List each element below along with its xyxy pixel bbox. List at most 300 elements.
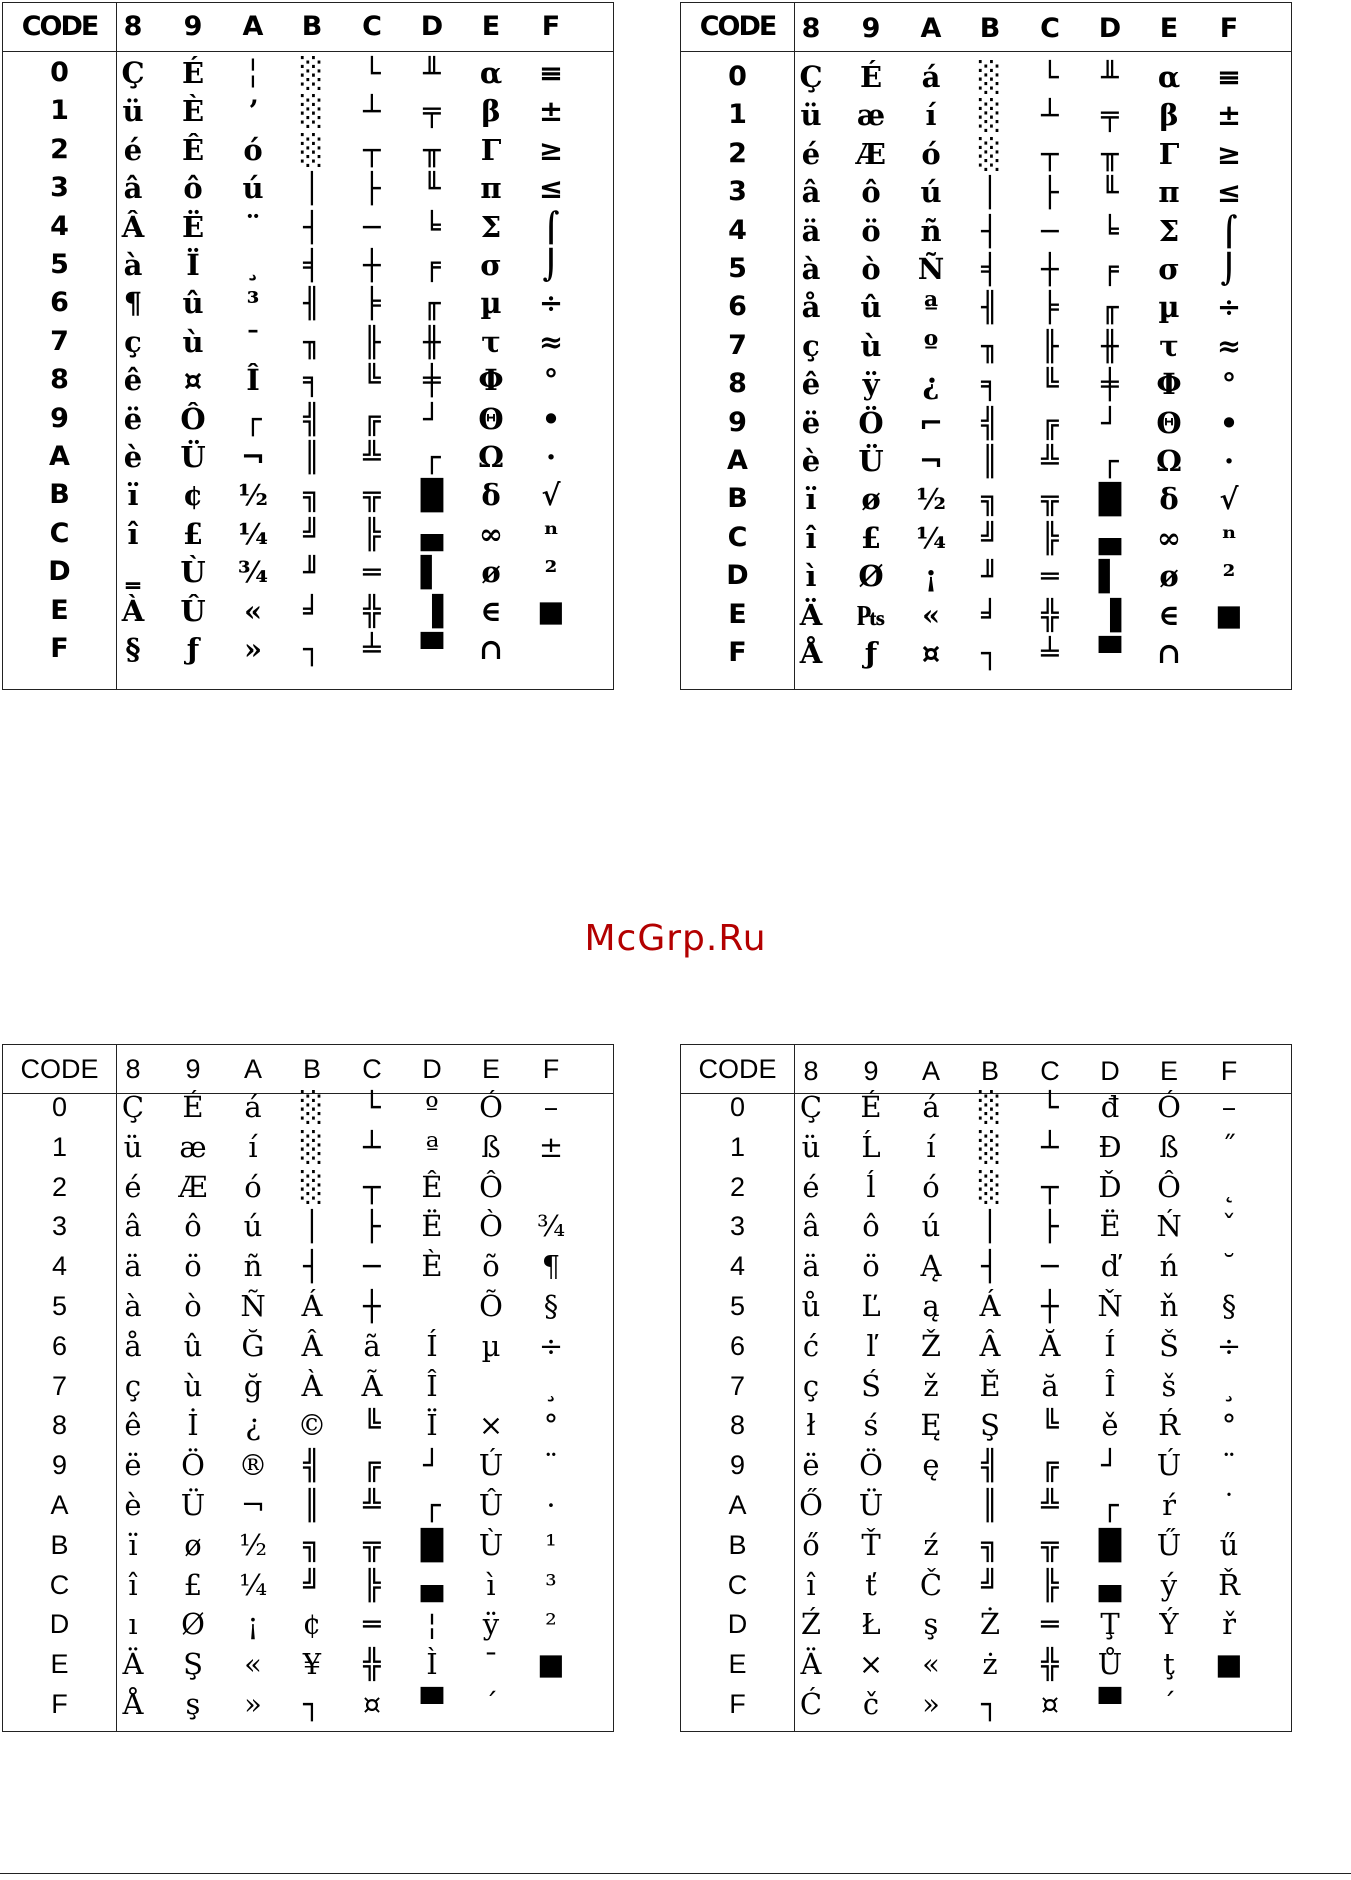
glyph-cell: ¿ <box>922 367 940 402</box>
glyph-cell: ® <box>238 1448 268 1483</box>
glyph-cell: ă <box>1041 1368 1059 1403</box>
glyph-cell: ů <box>801 1289 821 1323</box>
glyph-cell: ţ <box>1163 1647 1175 1682</box>
glyph-cell: ż <box>982 1647 998 1682</box>
glyph-cell: ä <box>124 1249 142 1284</box>
glyph-cell: Ω <box>478 440 504 474</box>
glyph-cell: Ü <box>858 1488 884 1522</box>
glyph-cell: × <box>858 1647 884 1682</box>
glyph-cell: ¾ <box>536 1209 566 1244</box>
glyph-cell: ë <box>801 405 821 440</box>
glyph-cell: ² <box>544 555 558 590</box>
glyph-cell <box>521 630 581 668</box>
row-code: B <box>49 479 70 511</box>
glyph-cell: © <box>297 1408 327 1443</box>
glyph-cell: ¯ <box>245 324 261 359</box>
glyph-cell: ∞ <box>1156 520 1182 555</box>
glyph-cell: ô <box>861 175 881 210</box>
glyph-cell: ╠ <box>363 1567 381 1602</box>
row-code: D <box>48 556 71 588</box>
glyph-cell: ¬ <box>240 440 266 474</box>
row-code: 1 <box>50 95 69 127</box>
glyph-cell: ç <box>802 1368 820 1403</box>
glyph-cell: ø <box>861 482 881 517</box>
glyph-cell: Č <box>919 1567 943 1602</box>
glyph-cell: á <box>922 1090 940 1124</box>
glyph-cell: ╪ <box>1101 367 1119 402</box>
glyph-cell: ╥ <box>423 132 441 167</box>
glyph-cell: ╟ <box>1041 328 1059 363</box>
glyph-cell: Ž <box>920 1328 942 1363</box>
glyph-cell: ê <box>801 367 821 402</box>
glyph-cell: Ż <box>979 1607 1001 1642</box>
glyph-cell: ü <box>122 94 144 129</box>
row-code: 9 <box>728 406 747 438</box>
row-code: F <box>728 637 747 668</box>
row-code: C <box>49 1569 70 1600</box>
glyph-cell: ¿ <box>245 1408 261 1443</box>
glyph-cell: ď <box>1100 1249 1120 1284</box>
glyph-cell: ² <box>1222 559 1236 594</box>
glyph-cell: § <box>125 632 141 666</box>
glyph-cell: Ω <box>1156 444 1182 478</box>
glyph-cell: ╎ <box>244 56 262 90</box>
glyph-cell: ■ <box>1215 597 1243 632</box>
glyph-cell: ─ <box>1041 1249 1059 1284</box>
glyph-cell: Γ <box>480 132 502 167</box>
row-code: E <box>728 598 747 630</box>
glyph-cell: ‗ <box>125 555 141 590</box>
glyph-cell: ¬ <box>240 1488 266 1522</box>
glyph-cell: Æ <box>856 136 886 171</box>
column-header: 9 <box>861 13 881 44</box>
glyph-cell: ╦ <box>1041 1527 1059 1562</box>
glyph-cell: é <box>124 1169 142 1204</box>
glyph-cell: └ <box>363 56 381 90</box>
glyph-cell: ´ <box>483 1687 499 1721</box>
glyph-cell: ¸ <box>1221 1368 1237 1403</box>
glyph-cell: è <box>124 1488 142 1522</box>
glyph-cell: ▌ <box>1098 559 1122 594</box>
glyph-cell: ľ <box>866 1328 876 1363</box>
glyph-cell: Ë <box>1099 1209 1121 1244</box>
glyph-cell <box>1199 1685 1259 1723</box>
column-header: 8 <box>125 1054 141 1084</box>
glyph-cell: ╬ <box>363 593 381 628</box>
glyph-cell: ˙ <box>1221 1488 1237 1522</box>
glyph-cell: æ <box>179 1129 207 1164</box>
glyph-cell: ě <box>1101 1408 1119 1443</box>
glyph-cell: º <box>425 1090 439 1124</box>
glyph-cell: Θ <box>478 401 504 436</box>
row-code: 6 <box>728 291 747 323</box>
glyph-cell: ╡ <box>303 248 321 282</box>
glyph-cell: ├ <box>1041 175 1059 210</box>
glyph-cell: ¼ <box>238 1567 268 1602</box>
row-code: D <box>726 560 749 592</box>
glyph-cell: Ő <box>799 1488 823 1522</box>
glyph-cell: ô <box>184 1209 202 1244</box>
glyph-cell: ░ <box>978 98 1002 133</box>
glyph-cell: ö <box>184 1249 202 1284</box>
column-header: D <box>1100 1056 1120 1086</box>
glyph-cell: Ň <box>1097 1289 1123 1323</box>
glyph-cell: σ <box>1158 252 1180 286</box>
glyph-cell: └ <box>1041 1090 1059 1124</box>
glyph-cell: │ <box>981 175 999 210</box>
glyph-cell: ó <box>921 136 941 171</box>
glyph-cell: ╝ <box>303 1567 321 1602</box>
glyph-cell: ² <box>545 1607 557 1642</box>
glyph-cell: ¶ <box>123 286 143 321</box>
column-header: B <box>301 11 323 42</box>
glyph-cell: ° <box>543 1408 559 1443</box>
glyph-cell: ş <box>923 1607 939 1642</box>
glyph-cell: ň <box>1159 1289 1179 1323</box>
glyph-cell: Ê <box>421 1169 443 1204</box>
glyph-cell: · <box>546 1488 556 1522</box>
glyph-cell: ▀ <box>1098 1687 1122 1721</box>
glyph-cell: ʼ <box>247 94 259 129</box>
row-code: 9 <box>50 402 69 434</box>
glyph-cell: ╩ <box>363 1488 381 1522</box>
watermark-text: McGrp.Ru <box>584 918 767 959</box>
glyph-cell: » <box>243 632 263 666</box>
column-header: B <box>980 1056 999 1086</box>
table-header-row <box>681 3 1291 52</box>
glyph-cell: ś <box>863 1408 879 1443</box>
glyph-cell: ° <box>1221 1408 1237 1443</box>
glyph-cell: ø <box>184 1527 202 1562</box>
column-header: C <box>1040 1056 1060 1086</box>
row-code: 4 <box>728 214 747 246</box>
glyph-cell: · <box>545 440 557 474</box>
glyph-cell: è <box>123 440 143 474</box>
glyph-cell: ├ <box>1041 1209 1059 1244</box>
glyph-cell: ╗ <box>981 1527 999 1562</box>
glyph-cell: Ď <box>1098 1169 1122 1204</box>
glyph-cell: – <box>543 1090 559 1124</box>
glyph-cell: ╦ <box>363 478 381 513</box>
row-code: 3 <box>728 176 747 208</box>
glyph-cell: ± <box>1216 98 1242 133</box>
glyph-cell: ╢ <box>981 290 999 325</box>
glyph-cell: ╒ <box>423 248 441 282</box>
row-code: B <box>50 1529 69 1560</box>
glyph-cell: Ê <box>181 132 205 167</box>
row-code: 2 <box>50 133 69 165</box>
row-code: A <box>727 445 748 476</box>
glyph-cell: ë <box>123 401 143 436</box>
glyph-cell: Å <box>799 636 823 670</box>
glyph-cell: ╙ <box>1101 175 1119 210</box>
glyph-cell: č <box>862 1687 880 1721</box>
row-code: A <box>49 441 70 472</box>
glyph-cell: ˇ <box>1221 1209 1237 1244</box>
glyph-cell: Ä <box>122 1647 144 1682</box>
glyph-cell: Ţ <box>1100 1607 1120 1642</box>
column-header: A <box>243 1054 262 1084</box>
row-code: 0 <box>729 1092 746 1122</box>
code-column-header: CODE <box>21 11 98 42</box>
glyph-cell: Ş <box>183 1647 203 1682</box>
glyph-cell: π <box>480 171 502 206</box>
glyph-cell: ó <box>244 1169 262 1204</box>
column-header: A <box>920 13 942 44</box>
glyph-cell: ö <box>862 1249 880 1284</box>
glyph-cell: ³ <box>246 286 260 321</box>
glyph-cell: Ø <box>858 559 884 594</box>
glyph-cell: ˝ <box>1221 1129 1237 1164</box>
glyph-cell: ╔ <box>363 401 381 436</box>
code-page-table-2 <box>680 2 1292 690</box>
glyph-cell: ï <box>128 1527 138 1562</box>
glyph-cell: ░ <box>978 1090 1002 1124</box>
glyph-cell: È <box>181 94 205 129</box>
glyph-cell: ¸ <box>543 1368 559 1403</box>
glyph-cell: î <box>805 520 817 555</box>
glyph-cell: Ï <box>186 248 200 282</box>
glyph-cell: ░ <box>300 1169 324 1204</box>
glyph-cell: Î <box>426 1368 438 1403</box>
glyph-cell: ┼ <box>363 248 381 282</box>
glyph-cell: ë <box>124 1448 142 1483</box>
glyph-cell: ó <box>922 1169 940 1204</box>
glyph-cell: ú <box>921 1209 941 1244</box>
glyph-cell: ╣ <box>981 1448 999 1483</box>
code-page-table-3 <box>2 1044 614 1732</box>
glyph-cell: ÷ <box>538 286 564 321</box>
row-code: 4 <box>51 1251 68 1282</box>
glyph-cell: ┤ <box>981 1249 999 1284</box>
glyph-cell: ÿ <box>482 1607 500 1642</box>
glyph-cell: √ <box>1219 482 1239 517</box>
row-code: 1 <box>729 1131 746 1162</box>
glyph-cell: ¤ <box>183 363 203 398</box>
glyph-cell: ø <box>481 555 501 590</box>
row-code: D <box>49 1609 70 1640</box>
glyph-cell: ╥ <box>1101 136 1119 171</box>
glyph-cell: Î <box>1104 1368 1116 1403</box>
glyph-cell: ô <box>183 171 203 206</box>
glyph-cell: ¢ <box>302 1607 322 1642</box>
glyph-cell: ▀ <box>1098 636 1122 670</box>
glyph-cell: § <box>543 1289 559 1323</box>
glyph-cell: ₧ <box>856 597 886 632</box>
glyph-cell: ć <box>802 1328 820 1363</box>
glyph-cell: ╫ <box>1101 328 1119 363</box>
glyph-cell: ü <box>123 1129 143 1164</box>
glyph-cell: ŕ <box>1162 1488 1176 1522</box>
glyph-cell: ± <box>538 1129 564 1164</box>
row-code: C <box>727 1569 748 1600</box>
glyph-cell: ƒ <box>864 636 878 670</box>
glyph-cell: ¼ <box>237 516 269 551</box>
glyph-cell: Å <box>122 1687 144 1721</box>
code-column-header: CODE <box>20 1054 99 1084</box>
column-header: D <box>1098 13 1122 44</box>
row-code: 8 <box>729 1410 746 1441</box>
column-header: D <box>420 11 444 42</box>
glyph-cell: ╩ <box>363 440 381 474</box>
row-code: B <box>728 1529 747 1560</box>
glyph-cell: ╘ <box>1101 213 1119 248</box>
glyph-cell: ╔ <box>1041 1448 1059 1483</box>
row-code: 8 <box>728 368 747 400</box>
row-code: 7 <box>51 1370 68 1401</box>
glyph-cell: ä <box>802 1249 820 1284</box>
glyph-cell: § <box>1221 1289 1237 1323</box>
glyph-cell: τ <box>481 324 501 359</box>
glyph-cell: └ <box>1041 60 1059 94</box>
glyph-cell: ╣ <box>303 1448 321 1483</box>
glyph-cell: ┬ <box>363 1169 381 1204</box>
glyph-cell: ─ <box>363 209 381 244</box>
glyph-cell: ┬ <box>363 132 381 167</box>
glyph-cell: ç <box>802 328 820 363</box>
glyph-cell: ì <box>805 559 817 594</box>
glyph-cell: ¼ <box>915 520 947 555</box>
glyph-cell: ╚ <box>1041 1408 1059 1443</box>
glyph-cell: À <box>121 593 145 628</box>
row-code: 6 <box>51 1330 68 1361</box>
glyph-cell: ┴ <box>1041 98 1059 133</box>
glyph-cell: ù <box>860 328 882 363</box>
glyph-cell <box>901 1486 961 1524</box>
glyph-cell: ¢ <box>182 478 204 513</box>
glyph-cell: ╦ <box>363 1527 381 1562</box>
glyph-cell: ╣ <box>303 401 321 436</box>
glyph-cell: Ì <box>426 1647 438 1682</box>
glyph-cell: ─ <box>1041 213 1059 248</box>
glyph-cell: £ <box>860 520 882 555</box>
glyph-cell: « <box>922 1647 940 1682</box>
glyph-cell: Ą <box>920 1249 942 1284</box>
glyph-cell: █ <box>1098 1527 1122 1562</box>
glyph-cell: Θ <box>1156 405 1182 440</box>
glyph-cell: ╝ <box>981 1567 999 1602</box>
glyph-cell: û <box>182 286 204 321</box>
row-code: 2 <box>51 1171 68 1202</box>
glyph-cell: ■ <box>537 1647 565 1682</box>
glyph-cell: ≥ <box>1216 136 1242 171</box>
glyph-cell: ÷ <box>1216 290 1242 325</box>
glyph-cell: Û <box>180 593 206 628</box>
glyph-cell: ³ <box>545 1567 557 1602</box>
glyph-cell: ≤ <box>538 171 564 206</box>
glyph-cell: ╫ <box>423 324 441 359</box>
row-code: 6 <box>729 1330 746 1361</box>
column-header: C <box>1040 13 1060 44</box>
glyph-cell: ┐ <box>981 1687 999 1721</box>
glyph-cell <box>1199 634 1259 672</box>
row-code: C <box>49 517 70 549</box>
glyph-cell: ╝ <box>303 516 321 551</box>
glyph-cell: ▄ <box>1098 1567 1122 1602</box>
glyph-cell: Ô <box>479 1169 503 1204</box>
glyph-cell: █ <box>420 1527 444 1562</box>
glyph-cell: ▀ <box>420 1687 444 1721</box>
glyph-cell: ò <box>861 252 881 286</box>
glyph-cell: ¤ <box>921 636 941 670</box>
row-code: 1 <box>51 1131 68 1162</box>
glyph-cell: ▄ <box>1098 520 1122 555</box>
row-code: 7 <box>728 329 747 361</box>
glyph-cell: ù <box>182 324 204 359</box>
glyph-cell: µ <box>1158 290 1180 325</box>
glyph-cell <box>461 1367 521 1405</box>
glyph-cell: ╗ <box>303 478 321 513</box>
glyph-cell: ┘ <box>423 401 441 436</box>
column-header: B <box>979 13 1001 44</box>
glyph-cell: £ <box>183 1567 203 1602</box>
glyph-cell: ┐ <box>303 1687 321 1721</box>
glyph-cell: µ <box>481 1328 501 1363</box>
glyph-cell: î <box>128 1567 138 1602</box>
column-header: A <box>242 11 264 42</box>
glyph-cell: × <box>478 1408 504 1443</box>
glyph-cell: ¨ <box>1221 1448 1237 1483</box>
glyph-cell: ┌ <box>423 440 441 474</box>
glyph-cell: Ö <box>181 1448 205 1483</box>
glyph-cell: Ç <box>121 1090 145 1124</box>
glyph-cell: ╙ <box>423 171 441 206</box>
glyph-cell: ░ <box>978 136 1002 171</box>
glyph-cell: Æ <box>178 1169 208 1204</box>
glyph-cell: ╣ <box>981 405 999 440</box>
column-header: F <box>1219 13 1239 44</box>
glyph-cell: ▐ <box>1098 597 1122 632</box>
glyph-cell: ê <box>123 363 143 398</box>
table-header-row <box>3 1045 613 1094</box>
glyph-cell: ê <box>124 1408 142 1443</box>
glyph-cell: ╚ <box>1041 367 1059 402</box>
glyph-cell: ô <box>862 1209 880 1244</box>
table-header-row <box>681 1045 1291 1094</box>
glyph-cell: Ñ <box>917 252 945 286</box>
glyph-cell: ╞ <box>1041 290 1059 325</box>
glyph-cell: Ç <box>799 60 823 94</box>
glyph-cell: Ś <box>861 1368 881 1403</box>
glyph-cell: Ë <box>181 209 205 244</box>
glyph-cell: ╕ <box>981 367 999 402</box>
glyph-cell: ░ <box>978 60 1002 94</box>
code-column-header: CODE <box>699 11 776 42</box>
glyph-cell: Ű <box>1156 1527 1182 1562</box>
glyph-cell: ½ <box>915 482 947 517</box>
glyph-cell: ⌡ <box>542 248 560 282</box>
glyph-cell: Ć <box>799 1687 823 1721</box>
glyph-cell: ä <box>801 213 821 248</box>
glyph-cell: ╓ <box>1101 290 1119 325</box>
glyph-cell: ┐ <box>981 636 999 670</box>
glyph-cell <box>521 1685 581 1723</box>
glyph-cell: º <box>923 328 939 363</box>
glyph-cell: à <box>123 248 143 282</box>
glyph-cell: ■ <box>537 593 565 628</box>
column-header: E <box>481 1054 500 1084</box>
row-code: F <box>51 1689 68 1719</box>
column-header: D <box>422 1054 442 1084</box>
glyph-cell: • <box>541 401 561 436</box>
glyph-cell: î <box>127 516 139 551</box>
glyph-cell: ╔ <box>1041 405 1059 440</box>
glyph-cell: Ź <box>800 1607 822 1642</box>
row-code: 8 <box>50 364 69 396</box>
glyph-cell: Â <box>979 1328 1001 1363</box>
column-header: E <box>1159 1056 1178 1086</box>
glyph-cell: ╠ <box>1041 1567 1059 1602</box>
